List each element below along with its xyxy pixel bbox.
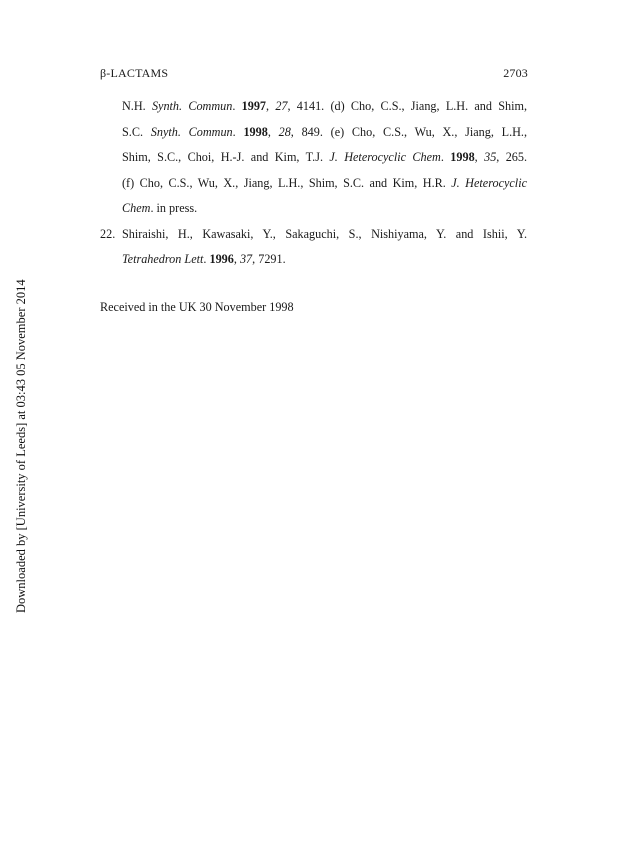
ref-volume: 27	[275, 99, 288, 113]
reference-number: 22.	[100, 226, 116, 241]
reference-line	[122, 196, 527, 222]
reference-list	[100, 94, 527, 273]
journal-name: Synth. Commun	[151, 99, 233, 113]
reference-line	[122, 171, 527, 197]
ref-year: 1998	[450, 150, 475, 164]
ref-text: ,	[266, 99, 276, 113]
ref-text: S.C.	[122, 124, 151, 139]
ref-text: .	[203, 252, 210, 266]
ref-text: , 849. (e) Cho, C.S., Wu, X., Jiang, L.H.,	[290, 124, 528, 139]
journal-name: Snyth. Commun	[150, 124, 233, 139]
ref-text: , 4141. (d) Cho, C.S., Jiang, L.H. and Shim,	[287, 99, 528, 113]
ref-text: ,	[474, 150, 485, 164]
reference-line	[122, 145, 527, 171]
reference-line: Shiraishi, H., Kawasaki, Y., Sakaguchi, S., Nishiyama, Y. and Ishii, Y.	[122, 226, 527, 241]
journal-name: Tetrahedron Lett	[122, 252, 204, 266]
ref-volume: 28	[278, 124, 291, 139]
ref-text: .	[232, 124, 244, 139]
reference-item-22	[100, 222, 527, 273]
ref-text: . in press.	[150, 201, 198, 215]
running-title: β-LACTAMS	[100, 66, 169, 80]
journal-name: J. Heterocyclic	[451, 175, 527, 190]
ref-text: N.H.	[122, 99, 152, 113]
reference-line	[122, 120, 527, 146]
reference-line	[122, 94, 527, 120]
ref-text: , 7291.	[252, 252, 286, 266]
ref-text: Shim, S.C., Choi, H.-J. and Kim, T.J.	[122, 150, 330, 164]
ref-text: ,	[267, 124, 279, 139]
ref-year: 1997	[241, 99, 267, 113]
ref-year: 1998	[243, 124, 268, 139]
journal-name: Chem	[122, 201, 151, 215]
page-number: 2703	[503, 66, 528, 80]
received-date: Received in the UK 30 November 1998	[100, 300, 294, 314]
ref-text: , 265.	[496, 150, 528, 164]
ref-text: .	[232, 99, 242, 113]
journal-name: J. Heterocyclic Chem	[329, 150, 441, 164]
ref-year: 1996	[209, 252, 234, 266]
reference-continuation	[100, 94, 527, 222]
ref-volume: 37	[239, 252, 253, 266]
download-watermark: Downloaded by [University of Leeds] at 03:43 05 November 2014	[14, 279, 28, 613]
ref-text: ,	[233, 252, 240, 266]
reference-line	[122, 247, 527, 273]
ref-volume: 35	[484, 150, 497, 164]
ref-text: .	[440, 150, 451, 164]
ref-text: (f) Cho, C.S., Wu, X., Jiang, L.H., Shim, S.C. and Kim, H.R.	[122, 175, 452, 190]
